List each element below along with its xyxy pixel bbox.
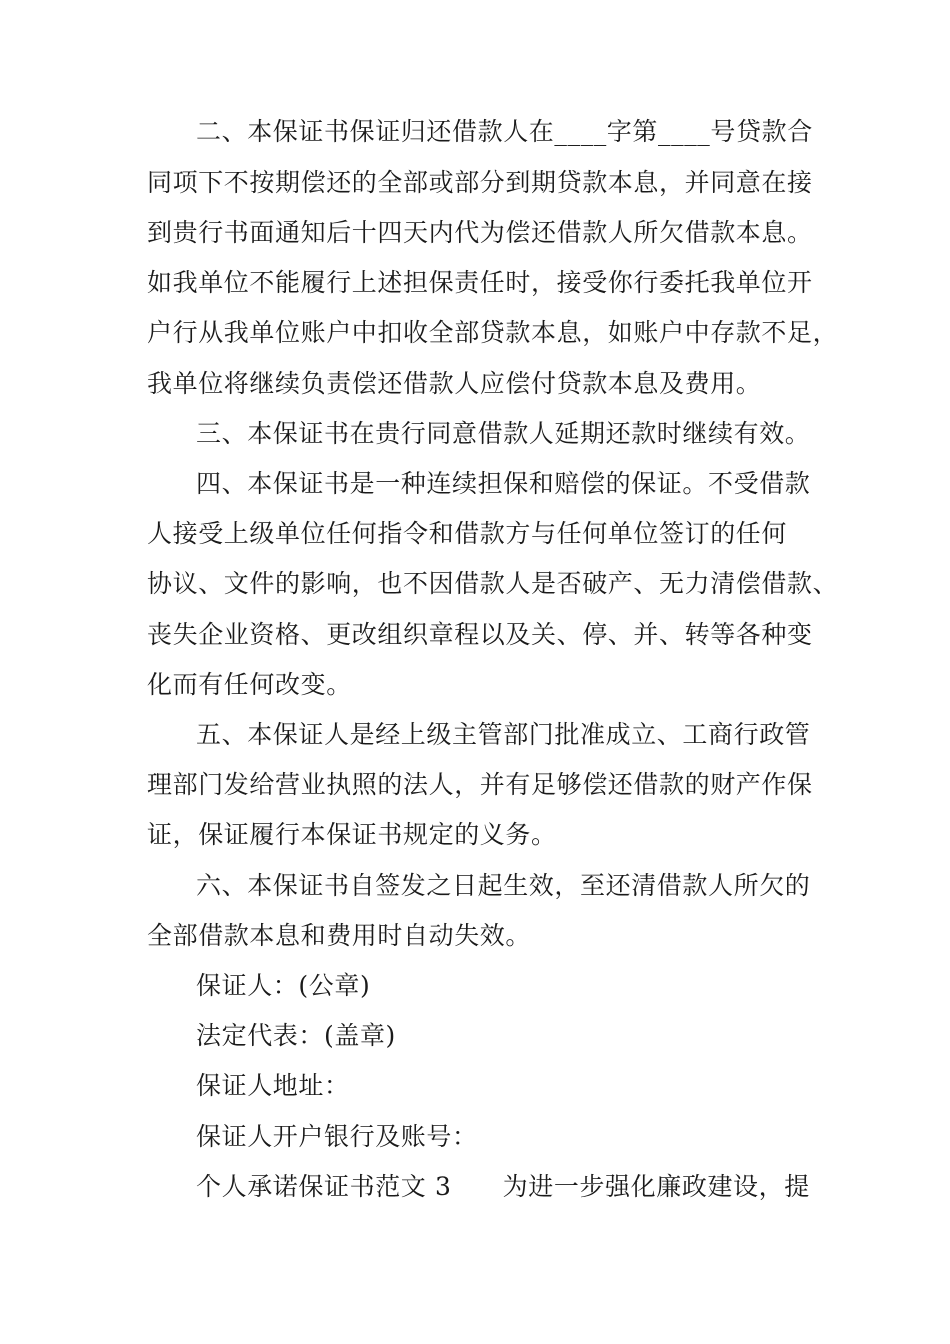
sample-3-heading-line: 个人承诺保证书范文 3 为进一步强化廉政建设，提	[196, 1172, 810, 1201]
clause-5-line-1: 五、本保证人是经上级主管部门批准成立、工商行政管	[196, 720, 811, 749]
clause-2-line-3: 到贵行书面通知后十四天内代为偿还借款人所欠借款本息。	[147, 218, 813, 247]
clause-4-line-3: 协议、文件的影响，也不因借款人是否破产、无力清偿借款、	[147, 569, 839, 598]
clause-4-line-1: 四、本保证书是一种连续担保和赔偿的保证。不受借款	[196, 469, 811, 498]
clause-6-line-2: 全部借款本息和费用时自动失效。	[147, 921, 532, 950]
clause-6-line-1: 六、本保证书自签发之日起生效，至还清借款人所欠的	[196, 871, 811, 900]
clause-2-line-4: 如我单位不能履行上述担保责任时，接受你行委托我单位开	[147, 268, 813, 297]
clause-2-line-6: 我单位将继续负责偿还借款人应偿付贷款本息及费用。	[147, 369, 762, 398]
clause-2-line-1: 二、本保证书保证归还借款人在____字第____号贷款合	[196, 117, 813, 146]
clause-3-line-1: 三、本保证书在贵行同意借款人延期还款时继续有效。	[196, 419, 811, 448]
clause-4-line-2: 人接受上级单位任何指令和借款方与任何单位签订的任何	[147, 519, 788, 548]
clause-2-line-5: 户行从我单位账户中扣收全部贷款本息，如账户中存款不足，	[147, 318, 839, 347]
guarantor-bank-account-line: 保证人开户银行及账号：	[196, 1122, 478, 1151]
legal-representative-line: 法定代表：(盖章)	[196, 1021, 396, 1050]
clause-4-line-5: 化而有任何改变。	[147, 670, 352, 699]
clause-5-line-3: 证，保证履行本保证书规定的义务。	[147, 820, 557, 849]
guarantor-seal-line: 保证人：(公章)	[196, 971, 371, 1000]
clause-4-line-4: 丧失企业资格、更改组织章程以及关、停、并、转等各种变	[147, 620, 813, 649]
guarantor-address-line: 保证人地址：	[196, 1071, 350, 1100]
clause-2-line-2: 同项下不按期偿还的全部或部分到期贷款本息，并同意在接	[147, 168, 813, 197]
clause-5-line-2: 理部门发给营业执照的法人，并有足够偿还借款的财产作保	[147, 770, 813, 799]
